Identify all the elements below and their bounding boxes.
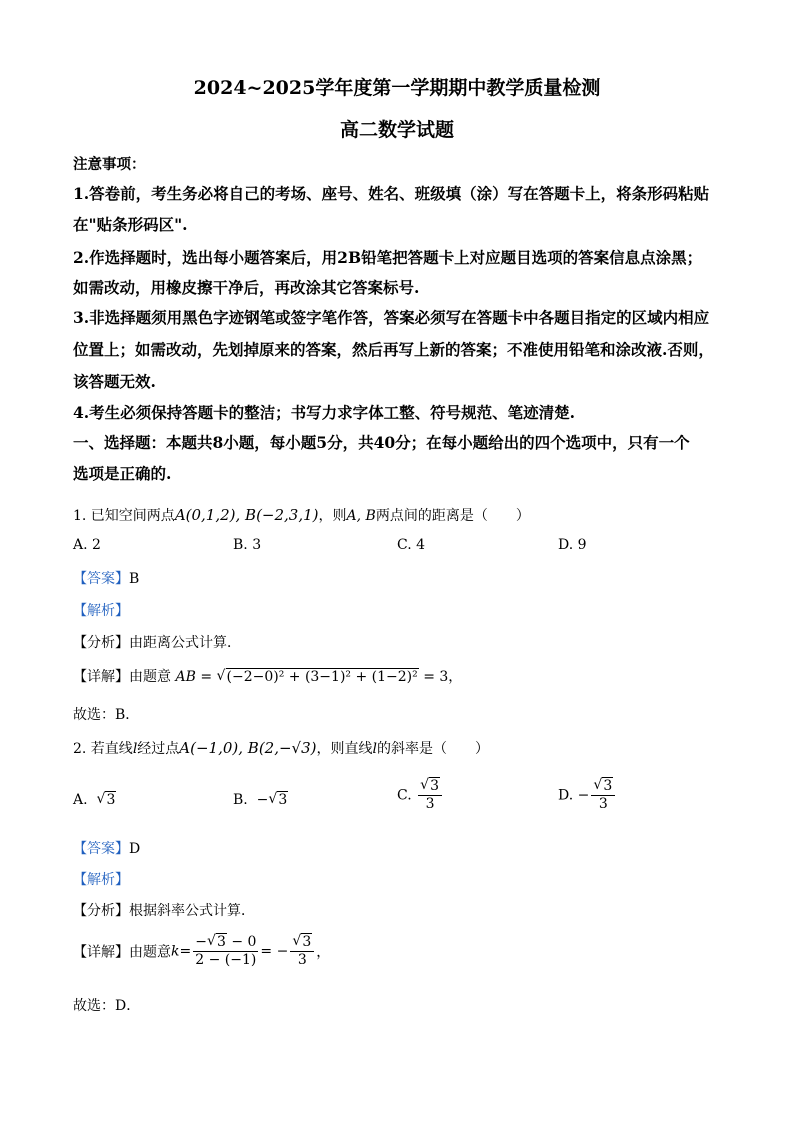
question-1-answer: 【答案】B [73,571,140,587]
question-1-analysis-tag: 【解析】 [73,603,129,619]
notice-line: 4.考生必须保持答题卡的整洁；书写力求字体工整、符号规范、笔迹清楚. [73,403,576,422]
exam-subtitle: 高二数学试题 [339,119,454,141]
section-heading-cont: 选项是正确的. [73,464,172,483]
notice-line: 位置上；如需改动，先划掉原来的答案，然后再写上新的答案；不准使用铅笔和涂改液.否则， [73,340,714,359]
section-heading: 一、选择题：本题共8小题，每小题5分，共40分；在每小题给出的四个选项中，只有一个 [73,433,690,452]
question-1-option-b: B. 3 [233,537,262,553]
notice-line: 在"贴条形码区". [73,215,188,234]
notice-line: 1.答卷前，考生务必将自己的考场、座号、姓名、班级填（涂）写在答题卡上，将条形码粘贴 [73,184,710,203]
notice-line: 该答题无效. [73,372,156,391]
question-1-detail: 【详解】由题意 AB = √ (−2−0)² + (3−1)² + (1−2)² = 3， [73,666,462,686]
question-2-answer: 【答案】D [73,841,141,857]
question-1-fenxi: 【分析】由距离公式计算． [73,635,241,651]
question-2-option-c: C. √ $\frac{3}{3}$ [397,778,444,813]
question-2-option-b: B. −√ 3 [233,792,288,808]
question-2-conclusion: 故选：D． [73,998,141,1014]
question-1-stem: 1. 已知空间两点A(0,1,2), B(−2,3,1)，则A, B两点间的距离是（ ） [73,506,530,524]
exam-title: 2024~2025学年度第一学期期中教学质量检测 [193,77,601,99]
question-1-option-c: C. 4 [397,537,426,553]
question-1-option-a: A. 2 [73,537,101,553]
question-2-detail: 【详解】由题意k= $\frac{-√ 3 - 0}{2 - (-1)}$ = − √ $\frac{3}{3}$ ， [73,934,330,969]
notice-line: 2.作选择题时，选出每小题答案后，用2B铅笔把答题卡上对应题目选项的答案信息点涂黑； [73,248,703,267]
question-2-stem: 2. 若直线l经过点A(−1,0), B(2,−√3)，则直线l的斜率是（ ） [73,739,489,757]
question-2-option-d: D. − √ $\frac{3}{3}$ [558,778,617,813]
notice-heading: 注意事项： [73,156,146,173]
notice-line: 3.非选择题须用黑色字迹钢笔或签字笔作答，答案必须写在答题卡中各题目指定的区域内相应 [73,308,710,327]
question-2-analysis-tag: 【解析】 [73,872,129,888]
question-1-conclusion: 故选：B． [73,707,140,723]
notice-line: 如需改动，用橡皮擦干净后，再改涂其它答案标号. [73,278,420,297]
question-2-fenxi: 【分析】根据斜率公式计算． [73,903,255,919]
question-2-option-a: A. √ 3 [73,792,116,808]
question-1-option-d: D. 9 [558,537,587,553]
